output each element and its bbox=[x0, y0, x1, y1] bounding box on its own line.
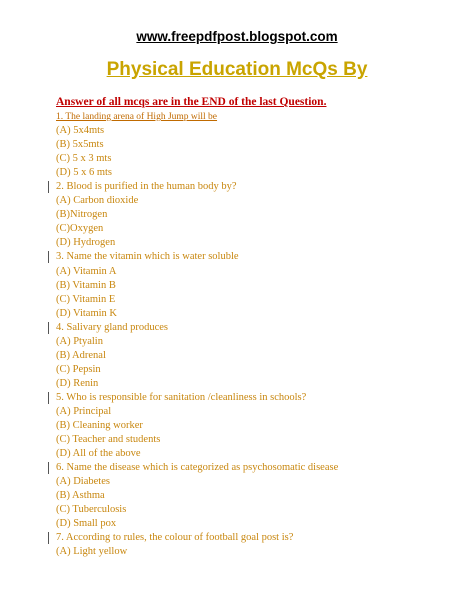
question-list bbox=[56, 110, 446, 560]
question-text: 1. The landing arena of High Jump will be bbox=[56, 112, 218, 122]
question-row bbox=[56, 250, 446, 264]
option: (C)Oxygen bbox=[56, 223, 104, 235]
option: (A) Diabetes bbox=[56, 476, 110, 488]
site-url[interactable]: www.freepdfpost.blogspot.com bbox=[136, 29, 338, 44]
option: (D) Hydrogen bbox=[56, 237, 116, 249]
option: (A) Principal bbox=[56, 405, 112, 417]
option: (D) Vitamin K bbox=[56, 307, 118, 319]
question-row bbox=[56, 461, 446, 475]
option: (A) Carbon dioxide bbox=[56, 195, 139, 207]
document-title: Physical Education McQs By bbox=[106, 59, 368, 80]
option: (D) Small pox bbox=[56, 518, 117, 530]
option: (D) 5 x 6 mts bbox=[56, 167, 112, 179]
option: (C) 5 x 3 mts bbox=[56, 153, 112, 165]
option: (A) Vitamin A bbox=[56, 265, 117, 277]
text-cursor-mark bbox=[48, 181, 49, 193]
question-text: 6. Name the disease which is categorized as psychosomatic disease bbox=[56, 462, 339, 474]
question-row bbox=[56, 531, 446, 545]
option: (A) Ptyalin bbox=[56, 335, 103, 347]
question-row bbox=[56, 321, 446, 335]
question-text: 3. Name the vitamin which is water soluble bbox=[56, 251, 239, 263]
option: (C) Vitamin E bbox=[56, 293, 116, 305]
question-text: 7. According to rules, the colour of football goal post is? bbox=[56, 532, 294, 544]
text-cursor-mark bbox=[48, 392, 49, 404]
option: (A) 5x4mts bbox=[56, 125, 105, 137]
text-cursor-mark bbox=[48, 322, 49, 334]
option: (C) Pepsin bbox=[56, 363, 101, 375]
option: (B) Cleaning worker bbox=[56, 420, 143, 432]
text-cursor-mark bbox=[48, 251, 49, 263]
option: (D) Renin bbox=[56, 377, 99, 389]
question-row bbox=[56, 391, 446, 405]
question-text: 5. Who is responsible for sanitation /cleanliness in schools? bbox=[56, 391, 307, 403]
question-row bbox=[56, 180, 446, 194]
text-cursor-mark bbox=[48, 532, 49, 544]
text-cursor-mark bbox=[48, 462, 49, 474]
question-text: 2. Blood is purified in the human body by? bbox=[56, 181, 237, 193]
option: (B)Nitrogen bbox=[56, 209, 108, 221]
option: (B) Vitamin B bbox=[56, 279, 116, 291]
option: (A) Light yellow bbox=[56, 546, 128, 558]
option: (D) All of the above bbox=[56, 448, 141, 460]
option: (B) Adrenal bbox=[56, 349, 106, 361]
answer-notice: Answer of all mcqs are in the END of the last Question. bbox=[56, 96, 327, 108]
question-text: 4. Salivary gland produces bbox=[56, 321, 168, 333]
option: (C) Teacher and students bbox=[56, 434, 161, 446]
option: (C) Tuberculosis bbox=[56, 504, 127, 516]
option: (B) 5x5mts bbox=[56, 139, 104, 151]
option: (B) Asthma bbox=[56, 490, 105, 502]
